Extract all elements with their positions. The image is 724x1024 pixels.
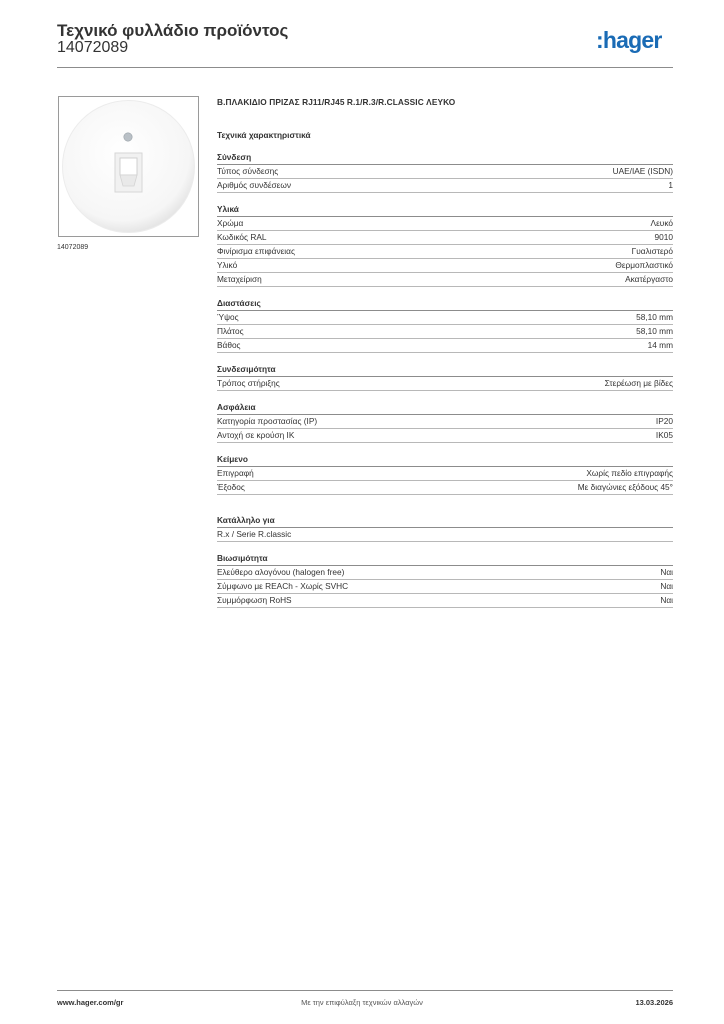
table-row [217,245,673,259]
table-row [217,231,673,245]
row-label: Ελεύθερο αλογόνου (halogen free) [217,567,345,577]
row-value: 9010 [654,232,673,242]
table-row [217,165,673,179]
section-title: Σύνδεση [217,150,673,165]
row-value: Ακατέργαστο [625,274,673,284]
row-label: Κατηγορία προστασίας (IP) [217,416,318,426]
section-text [217,452,673,495]
row-value: Ναι [660,567,673,577]
row-value: 58,10 mm [636,326,673,336]
row-value: UAE/IAE (ISDN) [612,166,673,176]
hager-logo [596,26,674,58]
section-safety [217,400,673,443]
row-value: IP20 [655,416,673,426]
section-materials [217,202,673,287]
row-label: Φινίρισμα επιφάνειας [217,246,295,256]
row-value: Λευκό [650,218,673,228]
table-row [217,325,673,339]
row-value: Ναι [660,581,673,591]
row-label: Μεταχείριση [217,274,262,284]
row-label: Πλάτος [217,326,244,336]
row-value: Με διαγώνιες εξόδους 45° [577,482,673,492]
section-sustainability [217,551,673,608]
row-label: Σύμφωνο με REACh - Χωρίς SVHC [217,581,349,591]
section-title: Βιωσιμότητα [217,551,673,566]
row-label: Αντοχή σε κρούση IK [217,430,295,440]
row-value: 14 mm [647,340,673,350]
row-value: Στερέωση με βίδες [604,378,673,388]
section-dimensions [217,296,673,353]
row-label: Επιγραφή [217,468,254,478]
product-details [217,96,673,608]
row-label: Βάθος [217,340,241,350]
row-label: Υλικό [217,260,238,270]
table-row [217,415,673,429]
table-row [217,467,673,481]
row-label: Χρώμα [217,218,244,228]
product-image [58,96,199,237]
table-row [217,580,673,594]
section-title: Υλικά [217,202,673,217]
row-value: Θερμοπλαστικό [615,260,673,270]
table-row [217,528,673,542]
section-title: Ασφάλεια [217,400,673,415]
svg-text::hager: :hager [596,27,662,53]
wall-plate-icon [59,97,198,236]
product-code: 14072089 [57,39,129,56]
section-connection [217,150,673,193]
footer-date: 13.03.2026 [635,998,673,1007]
row-label: Κωδικός RAL [217,232,267,242]
table-row [217,273,673,287]
row-label: Αριθμός συνδέσεων [217,180,291,190]
row-label: Ύψος [217,312,239,322]
row-value: IK05 [655,430,673,440]
table-row [217,179,673,193]
footer-divider [57,990,673,991]
section-title: Κατάλληλο για [217,513,673,528]
table-row [217,377,673,391]
row-label: Έξοδος [217,482,245,492]
row-value: Γυαλιστερό [631,246,673,256]
document-title: Τεχνικό φυλλάδιο προϊόντος [57,21,289,40]
section-title: Συνδεσιμότητα [217,362,673,377]
section-suitable-for [217,513,673,542]
footer-notice: Με την επιφύλαξη τεχνικών αλλαγών [301,998,423,1007]
table-row [217,311,673,325]
image-caption: 14072089 [57,244,89,251]
table-row [217,481,673,495]
table-row [217,594,673,608]
row-value: Ναι [660,595,673,605]
product-name: B.ΠΛΑΚΙΔΙΟ ΠΡΙΖΑΣ RJ11/RJ45 R.1/R.3/R.CLASSIC ΛΕΥΚΟ [217,97,456,107]
table-row [217,566,673,580]
row-label: Τύπος σύνδεσης [217,166,279,176]
row-value: 58,10 mm [636,312,673,322]
section-title: Διαστάσεις [217,296,673,311]
technical-heading: Τεχνικά χαρακτηριστικά [217,130,311,140]
table-row [217,217,673,231]
section-title: Κείμενο [217,452,673,467]
table-row [217,339,673,353]
table-row [217,429,673,443]
section-connectivity [217,362,673,391]
table-row [217,259,673,273]
row-label: Συμμόρφωση RoHS [217,595,292,605]
footer-website: www.hager.com/gr [57,998,124,1007]
row-label: R.x / Serie R.classic [217,529,292,539]
row-value: 1 [668,180,673,190]
header-divider [57,67,673,68]
row-label: Τρόπος στήριξης [217,378,280,388]
row-value: Χωρίς πεδίο επιγραφής [586,468,673,478]
